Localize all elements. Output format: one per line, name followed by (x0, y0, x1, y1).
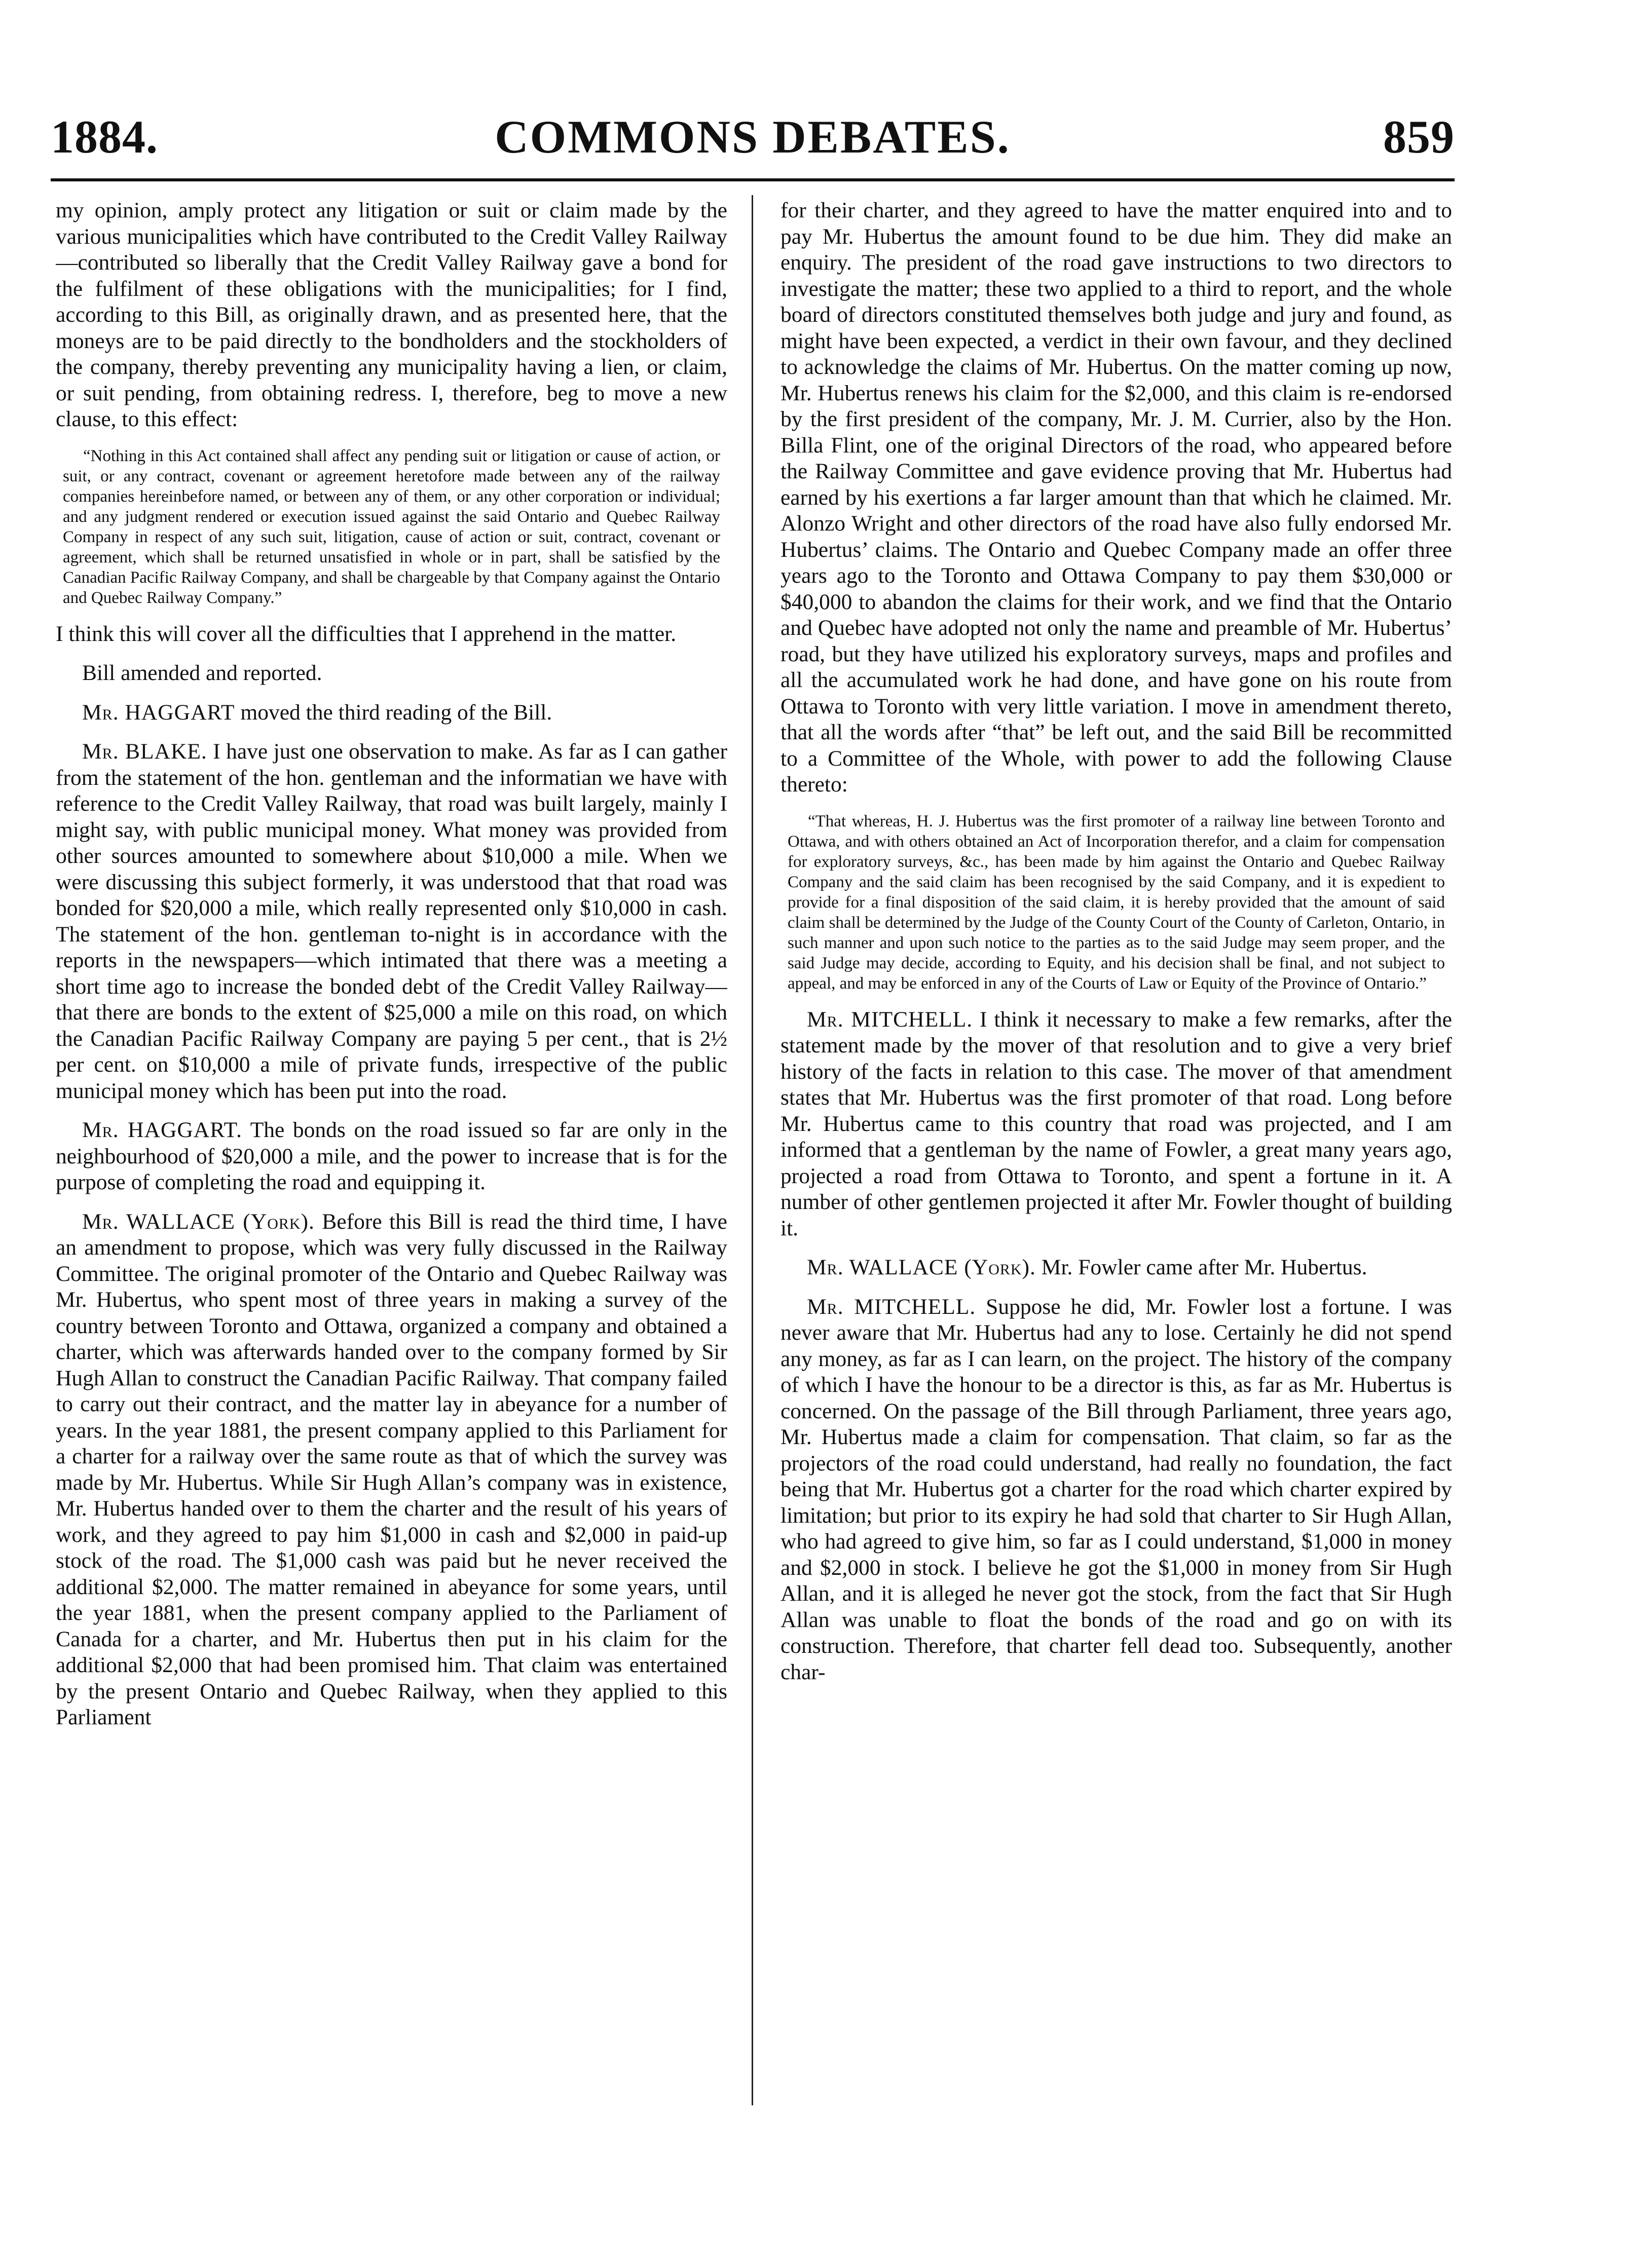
header-year: 1884. (51, 111, 158, 163)
paragraph: Mr. HAGGART moved the third reading of the Bill. (82, 700, 552, 725)
speaker-name: Mr. HAGGART (82, 700, 235, 725)
right-column (781, 198, 1452, 2108)
speaker-name: Mr. WALLACE (York). (807, 1255, 1036, 1279)
speaker-name: Mr. MITCHELL. (807, 1007, 973, 1032)
header-rule (51, 178, 1455, 181)
paragraph: Bill amended and reported. (82, 661, 322, 685)
quoted-clause: “That whereas, H. J. Hubertus was the first promoter of a railway line between Toronto and Ottawa, and with others obtained an Act of Incorporation therefor, and a claim for compensation for exploratory surveys, &c., has been made by him against the Ontario and Quebec Railway Company and the said claim has been recognised by the said Company, and it is expedient to provide for a final disposition of the said claim, it is hereby provided that the amount of said claim shall be determined by the Judge of the County Court of the County of Carleton, Ontario, in such manner and upon such notice to the parties as to the said Judge may seem proper, and the said Judge may decide, according to Equity, and his decision shall be final, and not subject to appeal, and may be enforced in any of the Courts of Law or Equity of the Province of Ontario.” (788, 812, 1445, 993)
paragraph: Mr. MITCHELL. Suppose he did, Mr. Fowler lost a fortune. I was never aware that Mr. Hubertus had any to lose. Certainly he did not spend any money, as far as I can learn, on the project. The history of the company of which I have the honour to be a director is this, as far as Mr. Hubertus is concerned. On the passage of the Bill through Parliament, three years ago, Mr. Hubertus made a claim for compensation. That claim, so far as the projectors of the road could understand, had really no foundation, the fact being that Mr. Hubertus got a charter for the road which charter expired by limitation; but prior to its expiry he had sold that charter to Sir Hugh Allan, who had agreed to give him, so far as I could understand, $1,000 in money and $2,000 in stock. I believe he got the $1,000 in money from Sir Hugh Allan, and it is alleged he never got the stock, from the fact that Sir Hugh Allan was unable to float the bonds of the road and go on with its construction. Therefore, that charter fell dead too. Subsequently, another char- (781, 1294, 1452, 1684)
paragraph: for their charter, and they agreed to have the matter enquired into and to pay Mr. Hubertus the amount found to be due him. They did make an enquiry. The president of the road gave instructions to two directors to investigate the matter; these two applied to a third to report, and the whole board of directors constituted themselves both judge and jury and found, as might have been expected, a verdict in their own favour, and they declined to acknowledge the claims of Mr. Hubertus. On the matter coming up now, Mr. Hubertus renews his claim for the $2,000, and this claim is re-endorsed by the first president of the company, Mr. J. M. Currier, also by the Hon. Billa Flint, one of the original Directors of the road, who appeared before the Railway Committee and gave evidence proving that Mr. Hubertus had earned by his exertions a far larger amount than that which he claimed. Mr. Alonzo Wright and other directors of the road have also fully endorsed Mr. Hubertus’ claims. The Ontario and Quebec Company made an offer three years ago to the Toronto and Ottawa Company to pay them $30,000 or $40,000 to abandon the claims for their work, and we find that the Ontario and Quebec have adopted not only the name and preamble of Mr. Hubertus’ road, but they have utilized his exploratory surveys, maps and profiles and all the accumulated work he had done, and have gone on his route from Ottawa to Toronto with very little variation. I move in amendment thereto, that all the words after “that” be left out, and the said Bill be recommitted to a Committee of the Whole, with power to add the following Clause thereto: (781, 198, 1452, 797)
speaker-name: Mr. WALLACE (York). (82, 1209, 315, 1234)
paragraph: Mr. HAGGART. The bonds on the road issued so far are only in the neighbourhood of $20,000 a mile, and the power to increase that is for the purpose of completing the road and equipping it. (56, 1118, 727, 1194)
paragraph: Mr. WALLACE (York). Mr. Fowler came after Mr. Hubertus. (807, 1255, 1367, 1279)
column-divider (752, 195, 753, 2105)
speaker-name: Mr. MITCHELL. (807, 1294, 976, 1319)
paragraph: my opinion, amply protect any litigation or suit or claim made by the various municipalities which have contributed to the Credit Valley Railway—contributed so liberally that the Credit Valley Railway gave a bond for the fulfilment of these obligations with the municipalities; for I find, according to this Bill, as originally drawn, and as presented here, that the moneys are to be paid directly to the bondholders and the stockholders of the company, thereby preventing any municipality having a lien, or claim, or suit pending, from obtaining redress. I, therefore, beg to move a new clause, to this effect: (56, 198, 727, 431)
page-header (51, 104, 1455, 170)
left-column (56, 198, 727, 2108)
quoted-clause: “Nothing in this Act contained shall affect any pending suit or litigation or cause of action, or suit, or any contract, covenant or agreement heretofore made between any of the railway companies hereinbefore named, or between any of them, or any other corporation or individual; and any judgment rendered or execution issued against the said Ontario and Quebec Railway Company in respect of any such suit, litigation, cause of action or suit, contract, covenant or agreement, which shall be returned unsatisfied in whole or in part, shall be satisfied by the Canadian Pacific Railway Company, and shall be chargeable by that Company against the Ontario and Quebec Railway Company.” (63, 446, 720, 607)
publication-title: COMMONS DEBATES. (495, 111, 1011, 163)
page-number: 859 (1383, 111, 1455, 163)
paragraph: Mr. BLAKE. I have just one observation to make. As far as I can gather from the statement of the hon. gentleman and the informatian we have with reference to the Credit Valley Railway, that road was built largely, mainly I might say, with public municipal money. What money was provided from other sources amounted to somewhere about $10,000 a mile. When we were discussing this subject formerly, it was understood that that road was bonded for $20,000 a mile, which really represented only $10,000 in cash. The statement of the hon. gentleman to-night is in accordance with the reports in the newspapers—which intimated that there was a meeting a short time ago to increase the bonded debt of the Credit Valley Railway—that there are bonds to the extent of $25,000 a mile on this road, on which the Canadian Pacific Railway Company are paying 5 per cent., that is 2½ per cent. on $10,000 a mile of private funds, irrespective of the public municipal money which has been put into the road. (56, 739, 727, 1103)
speaker-name: Mr. HAGGART. (82, 1118, 242, 1142)
paragraph: Mr. WALLACE (York). Before this Bill is read the third time, I have an amendment to propose, which was very fully discussed in the Railway Committee. The original promoter of the Ontario and Quebec Railway was Mr. Hubertus, who spent most of three years in making a survey of the country between Toronto and Ottawa, organized a company and obtained a charter, which was afterwards handed over to the company formed by Sir Hugh Allan to construct the Canadian Pacific Railway. That company failed to carry out their contract, and the matter lay in abeyance for a number of years. In the year 1881, the present company applied to this Parliament for a charter for a railway over the same route as that of which the survey was made by Mr. Hubertus. While Sir Hugh Allan’s company was in existence, Mr. Hubertus handed over to them the charter and the result of his years of work, and they agreed to pay him $1,000 in cash and $2,000 in paid-up stock of the road. The $1,000 cash was paid but he never received the additional $2,000. The matter remained in abeyance for some years, until the year 1881, when the present company applied to the Parliament of Canada for a charter, and Mr. Hubertus then put in his claim for the additional $2,000 that had been promised him. That claim was entertained by the present Ontario and Quebec Railway, when they applied to this Parliament (56, 1209, 727, 1729)
paragraph: Mr. MITCHELL. I think it necessary to make a few remarks, after the statement made by the mover of that resolution and to give a very brief history of the facts in relation to this case. The mover of that amendment states that Mr. Hubertus was the first promoter of that road. Long before Mr. Hubertus came to this country that road was projected, and I am informed that a gentleman by the name of Fowler, a great many years ago, projected a road from Ottawa to Toronto, and spent a fortune in it. A number of other gentlemen projected it after Mr. Fowler thought of building it. (781, 1007, 1452, 1240)
paragraph: I think this will cover all the difficulties that I apprehend in the matter. (56, 621, 677, 646)
speaker-name: Mr. BLAKE. (82, 739, 207, 764)
